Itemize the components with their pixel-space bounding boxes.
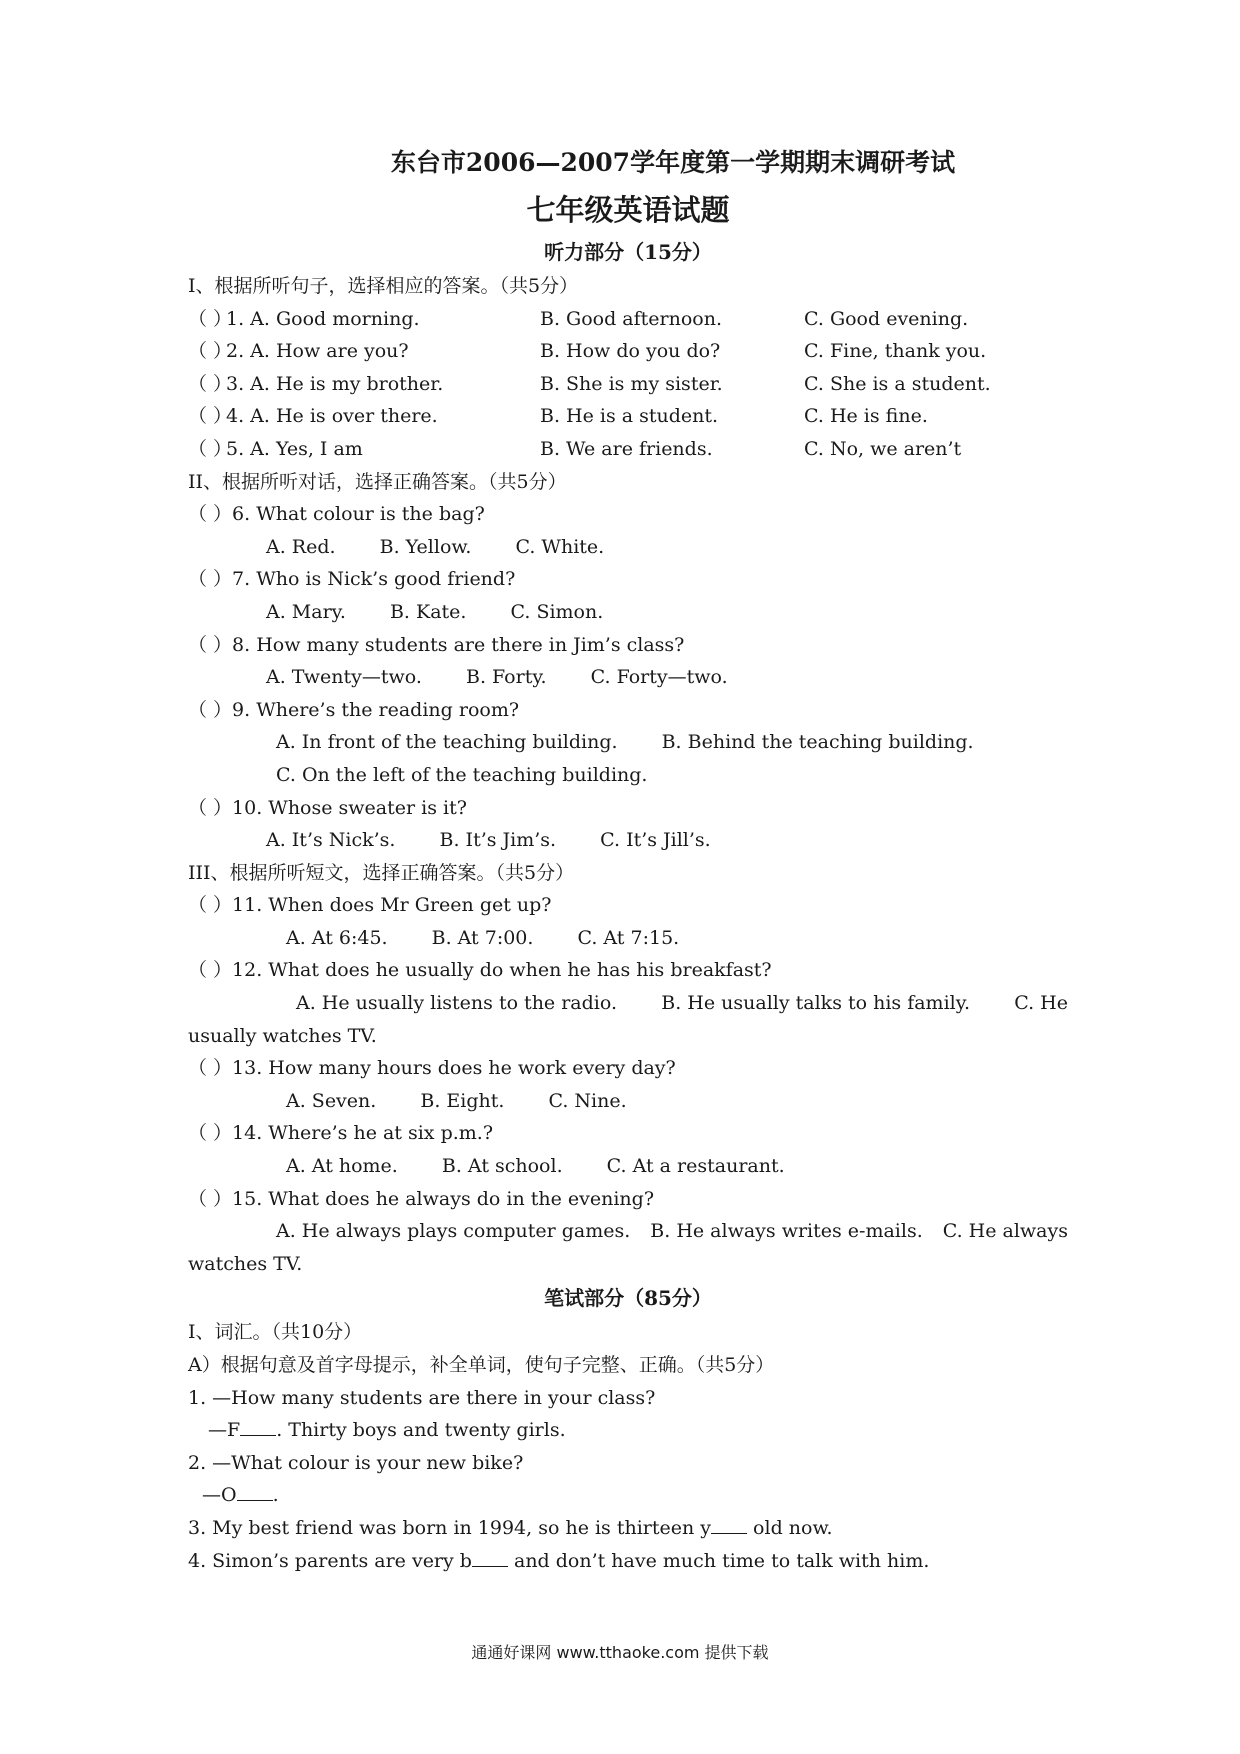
options-row [188, 824, 1068, 857]
question-text: and don’t have much time to talk with him. [507, 1549, 930, 1572]
question-11: （ ）11. When does Mr Green get up? [188, 894, 552, 917]
option-c: C. It’s Jill’s. [600, 829, 711, 852]
option-b: B. He always writes e-mails. [650, 1220, 923, 1243]
exam-title: 东台市2006—2007学年度第一学期期末调研考试 [390, 148, 956, 177]
vocab-question-4 [188, 1545, 1068, 1578]
option-c: C. Fine, thank you. [804, 340, 987, 363]
options-row [188, 726, 1068, 759]
fill-blank[interactable] [240, 1417, 276, 1436]
answer-suffix: . Thirty boys and twenty girls. [276, 1419, 566, 1442]
option-a: A. He always plays computer games. [276, 1220, 631, 1243]
option-b: B. Kate. [389, 600, 467, 623]
answer-blank: （ ） [188, 405, 233, 428]
question-text: old now. [747, 1516, 833, 1539]
option-c: C. She is a student. [804, 372, 991, 395]
option-b: B. He is a student. [540, 405, 719, 428]
options-row [188, 922, 1068, 955]
option-b: B. Eight. [420, 1089, 505, 1112]
options-row [188, 759, 1068, 792]
listening-heading: 听力部分（15分） [544, 240, 712, 264]
options-row [188, 531, 1068, 564]
options-row [188, 1150, 1068, 1183]
question-8: （ ）8. How many students are there in Jim’s class? [188, 633, 685, 656]
answer-blank: （ ） [188, 340, 233, 363]
option-a: A. At 6:45. [286, 926, 388, 949]
options-row [188, 661, 1068, 694]
question-12: （ ）12. What does he usually do when he has his breakfast? [188, 959, 772, 982]
question-text: 4. Simon’s parents are very b [188, 1549, 472, 1572]
option-a: A. Mary. [266, 600, 346, 623]
page-footer: 通通好课网 www.tthaoke.com 提供下载 [471, 1643, 769, 1662]
options-row [188, 1215, 1068, 1248]
fill-blank[interactable] [472, 1548, 508, 1567]
option-a: 5. A. Yes, I am [226, 437, 363, 460]
part-a-instruction: A）根据句意及首字母提示，补全单词，使句子完整、正确。（共5分） [188, 1354, 775, 1376]
options-row [188, 596, 1068, 629]
option-continuation: watches TV. [188, 1252, 303, 1275]
option-a: 4. A. He is over there. [226, 405, 438, 428]
vocab-question-2: 2. —What colour is your new bike? [188, 1451, 524, 1474]
option-c: C. White. [515, 535, 605, 558]
question-14: （ ）14. Where’s he at six p.m.? [188, 1122, 494, 1145]
option-c: C. Simon. [510, 600, 604, 623]
question-text: 3. My best friend was born in 1994, so he is thirteen y [188, 1516, 712, 1539]
answer-suffix: . [272, 1484, 279, 1507]
exam-subtitle: 七年级英语试题 [526, 193, 730, 227]
question-row [188, 335, 1068, 368]
option-a: 3. A. He is my brother. [226, 372, 444, 395]
vocab-question-1: 1. —How many students are there in your class? [188, 1386, 656, 1409]
option-c: C. No, we aren’t [804, 437, 962, 460]
answer-blank: （ ） [188, 372, 233, 395]
vocab-answer-1 [188, 1414, 1068, 1447]
answer-prefix: —F [208, 1419, 241, 1442]
option-a: A. Twenty—two. [266, 666, 422, 689]
question-13: （ ）13. How many hours does he work every day? [188, 1057, 676, 1080]
option-c: C. Forty—two. [590, 666, 728, 689]
option-continuation: usually watches TV. [188, 1024, 377, 1047]
option-b: B. She is my sister. [540, 372, 723, 395]
option-c: C. Good evening. [804, 307, 969, 330]
written-heading: 笔试部分（85分） [544, 1286, 712, 1311]
option-a: A. Red. [266, 535, 336, 558]
option-b: B. He usually talks to his family. [661, 992, 970, 1015]
part3-instruction: III、根据所听短文，选择正确答案。（共5分） [188, 861, 575, 884]
question-row [188, 400, 1068, 433]
option-b: B. At school. [441, 1155, 563, 1178]
option-a: 2. A. How are you? [226, 340, 409, 363]
question-6: （ ）6. What colour is the bag? [188, 503, 485, 526]
exam-page [188, 140, 1068, 1577]
question-7: （ ）7. Who is Nick’s good friend? [188, 568, 516, 591]
option-c: C. He always [942, 1220, 1068, 1243]
question-row [188, 303, 1068, 336]
option-b: B. Forty. [466, 666, 547, 689]
answer-blank: （ ） [188, 437, 233, 460]
option-a: A. In front of the teaching building. [276, 731, 618, 754]
option-a: A. It’s Nick’s. [266, 829, 396, 852]
option-c: C. At a restaurant. [606, 1155, 785, 1178]
fill-blank[interactable] [237, 1482, 273, 1501]
vocab-instruction: I、词汇。（共10分） [188, 1321, 363, 1344]
part2-instruction: II、根据所听对话，选择正确答案。（共5分） [188, 470, 567, 493]
vocab-question-3 [188, 1512, 1068, 1545]
option-a: 1. A. Good morning. [226, 307, 420, 330]
question-10: （ ）10. Whose sweater is it? [188, 796, 467, 819]
option-a: A. He usually listens to the radio. [296, 992, 618, 1015]
option-b: B. Yellow. [379, 535, 472, 558]
option-b: B. Behind the teaching building. [661, 731, 974, 754]
answer-prefix: —O [202, 1484, 237, 1507]
option-c: C. On the left of the teaching building. [276, 763, 648, 786]
fill-blank[interactable] [711, 1515, 747, 1534]
option-b: B. Good afternoon. [540, 307, 723, 330]
vocab-answer-2 [188, 1479, 1068, 1512]
option-a: A. Seven. [286, 1089, 377, 1112]
question-9: （ ）9. Where’s the reading room? [188, 698, 520, 721]
options-row [188, 1085, 1068, 1118]
option-a: A. At home. [286, 1155, 398, 1178]
option-b: B. It’s Jim’s. [439, 829, 557, 852]
question-row [188, 368, 1068, 401]
option-c: C. He [1014, 992, 1068, 1015]
option-c: C. Nine. [548, 1089, 627, 1112]
option-c: C. He is fine. [804, 405, 928, 428]
option-b: B. How do you do? [540, 340, 721, 363]
answer-blank: （ ） [188, 307, 233, 330]
option-b: B. At 7:00. [431, 926, 534, 949]
part1-instruction: I、根据所听句子，选择相应的答案。（共5分） [188, 275, 579, 297]
options-row [188, 987, 1068, 1020]
question-row [188, 433, 1068, 466]
option-b: B. We are friends. [540, 437, 713, 460]
question-15: （ ）15. What does he always do in the evening? [188, 1187, 655, 1210]
option-c: C. At 7:15. [577, 926, 680, 949]
